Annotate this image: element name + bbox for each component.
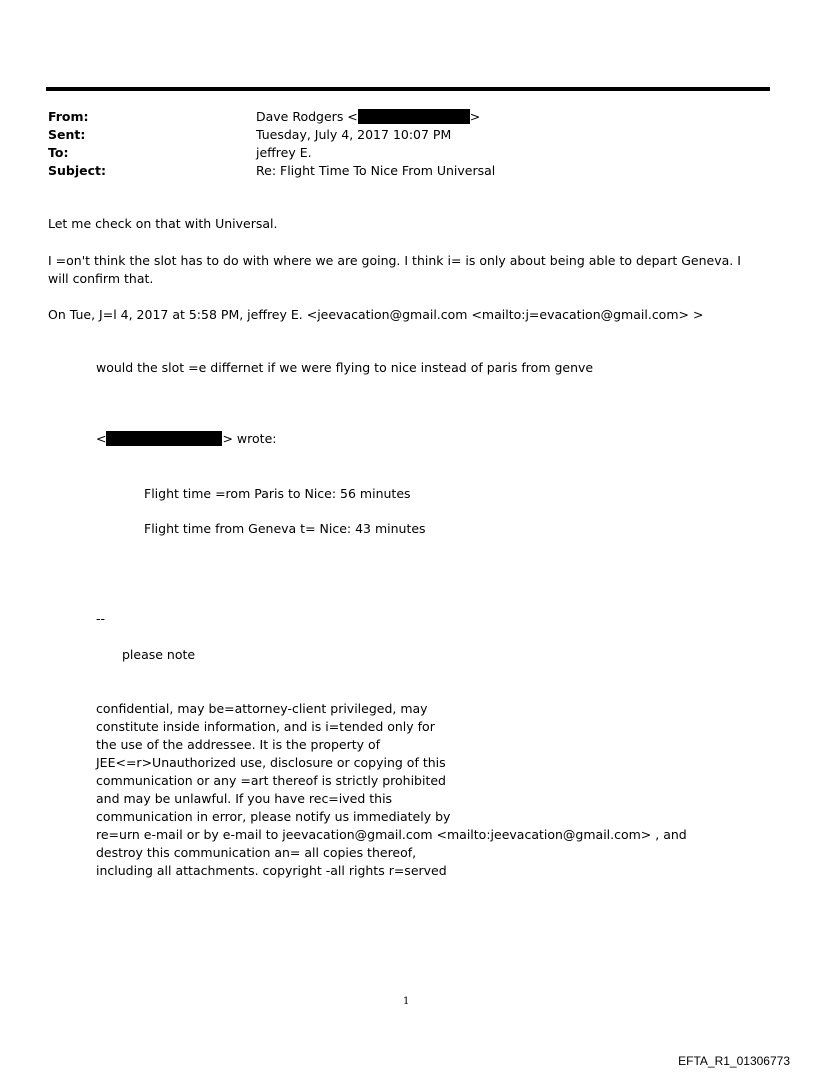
please-note: please note [122,647,196,662]
from-close: > [469,109,481,124]
sent-row [48,126,748,144]
disclaimer-line: communication in error, please notify us immediately by [96,809,451,824]
body-line-1: Let me check on that with Universal. [48,216,278,231]
email-header [48,108,748,183]
redaction-bar [106,431,222,446]
disclaimer-line: JEE<=r>Unauthorized use, disclosure or copying of this [96,755,446,770]
from-label: From: [48,109,89,124]
redaction-bar [358,109,470,124]
to-label: To: [48,145,69,160]
signature-dashes: -- [96,611,106,626]
disclaimer-line: and may be unlawful. If you have rec=ived this [96,791,393,806]
disclaimer-line: constitute inside information, and is i=tended only for [96,719,435,734]
from-row [48,108,748,126]
disclaimer-line: the use of the addressee. It is the property of [96,737,381,752]
wrote-open: < [96,431,107,446]
quoted-message: would the slot =e differnet if we were flying to nice instead of paris from genve [96,360,594,375]
sent-label: Sent: [48,127,86,142]
header-rule [46,87,770,91]
body-paragraph-2: I =on't think the slot has to do with where we are going. I think i= is only about being able to depart Geneva. I will confirm that. [48,253,741,286]
disclaimer [96,700,687,880]
disclaimer-line: communication or any =art thereof is strictly prohibited [96,773,446,788]
from-name: Dave Rodgers < [256,109,358,124]
to-value: jeffrey E. [256,145,312,160]
quote-header: On Tue, J=l 4, 2017 at 5:58 PM, jeffrey E. <jeevacation@gmail.com <mailto:j=evacation@gmail.com> > [48,307,704,322]
from-value [256,108,480,126]
disclaimer-line: confidential, may be=attorney-client privileged, may [96,701,428,716]
disclaimer-line: destroy this communication an= all copies thereof, [96,845,417,860]
page-number: 1 [403,996,410,1007]
to-row [48,144,748,162]
flight-time-paris: Flight time =rom Paris to Nice: 56 minutes [144,486,411,501]
wrote-line [96,430,276,448]
flight-time-geneva: Flight time from Geneva t= Nice: 43 minutes [144,521,426,536]
sent-value: Tuesday, July 4, 2017 10:07 PM [256,127,452,142]
disclaimer-line: re=urn e-mail or by e-mail to jeevacation@gmail.com <mailto:jeevacation@gmail.com> , and [96,827,687,842]
subject-label: Subject: [48,163,106,178]
disclaimer-line: including all attachments. copyright -all rights r=served [96,863,447,878]
subject-value: Re: Flight Time To Nice From Universal [256,163,496,178]
bates-number: EFTA_R1_01306773 [678,1054,790,1068]
subject-row [48,162,748,180]
wrote-close: > wrote: [222,431,277,446]
